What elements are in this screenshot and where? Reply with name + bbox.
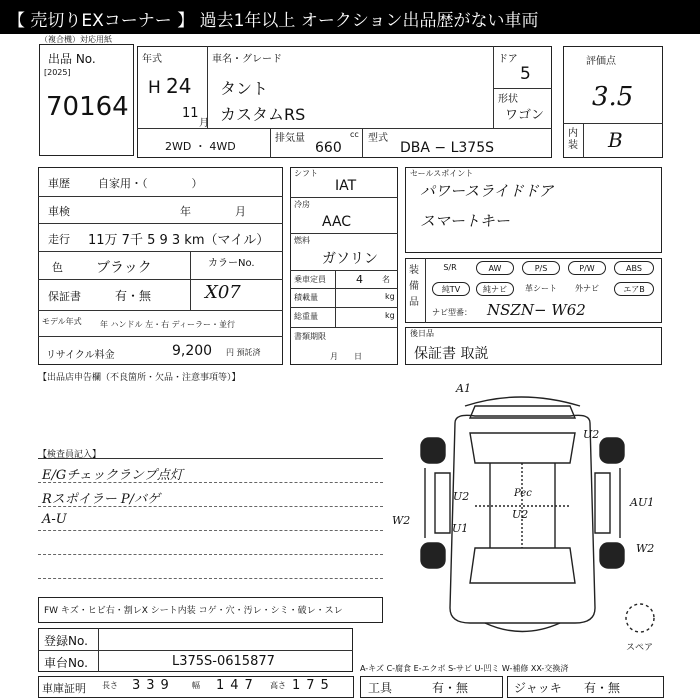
- registration-label: 登録No.: [44, 634, 88, 648]
- displacement-unit: cc: [350, 130, 359, 139]
- displacement-value: 660: [315, 140, 342, 156]
- sales-line: パワースライドドア: [420, 182, 554, 200]
- damage-mark: W2: [392, 514, 411, 527]
- history-row-label: 走行: [48, 233, 70, 246]
- legend-text: FW キズ・ヒビ右・割レX シート内装 コゲ・穴・汚レ・シミ・破レ・スレ: [44, 606, 343, 616]
- month-value: 11: [182, 106, 199, 121]
- history-row-value: 11万 7千 5 9 3 km（マイル）: [88, 233, 270, 248]
- month-unit: 月: [199, 118, 209, 129]
- damage-mark: W2: [636, 542, 655, 555]
- shift-label: シフト: [294, 169, 318, 178]
- equip-item: 革シート: [525, 284, 557, 293]
- navi-label: ナビ型番：: [432, 308, 472, 317]
- tools-value: 有・無: [432, 681, 469, 695]
- height-label: 高さ: [270, 681, 286, 690]
- navi-value: NSZN− W62: [487, 301, 586, 319]
- shape-value: ワゴン: [505, 108, 545, 123]
- year-label: 年式: [142, 54, 162, 65]
- score-label: 評価点: [586, 56, 616, 67]
- score-value: 3.5: [592, 82, 634, 112]
- recycle-unit: 円 預託済: [226, 348, 261, 357]
- era: H: [148, 78, 161, 98]
- equip-item: AW: [476, 261, 514, 275]
- inspector-label: 【検査員記入】: [38, 450, 102, 460]
- lot-label: 出品 No.: [48, 52, 96, 66]
- damage-mark: U1: [452, 522, 469, 535]
- history-row-label: 車歴: [48, 177, 70, 190]
- equip-item: ABS: [614, 261, 654, 275]
- inspector-line: E/Gチェックランプ点灯: [42, 468, 183, 483]
- cooling-label: 冷房: [294, 200, 310, 209]
- sales-label: セールスポイント: [410, 169, 474, 178]
- certificate-label: 車庫証明: [42, 682, 86, 695]
- damage-mark: U2: [583, 428, 600, 441]
- equip-item: P/W: [568, 261, 606, 275]
- damage-mark: Pec: [514, 488, 532, 499]
- gross-label: 総重量: [294, 312, 318, 321]
- chassis-value: L375S-0615877: [172, 654, 275, 669]
- sales-line: スマートキー: [420, 212, 510, 230]
- damage-mark: AU1: [630, 496, 655, 509]
- fuel-label: 燃料: [294, 236, 310, 245]
- displacement-label: 排気量: [275, 133, 305, 144]
- car-diagram: [395, 378, 685, 650]
- color-no-value: X07: [205, 282, 241, 303]
- dealer-note: 【出品店申告欄（不良箇所・欠品・注意事項等）】: [38, 373, 241, 383]
- load-label: 積載量: [294, 293, 318, 302]
- after-label: 後日品: [410, 329, 434, 338]
- history-row-value: ブラック: [96, 260, 152, 276]
- color-no-label: カラーNo.: [208, 258, 255, 269]
- inspector-line: A-U: [42, 512, 67, 527]
- model-value: DBA − L375S: [400, 140, 495, 156]
- doc-unit: 月 日: [330, 352, 362, 361]
- inspector-line: Rスポイラー P/バゲ: [42, 492, 161, 507]
- header-banner-text: 【 売切りEXコーナー 】 過去1年以上 オークション出品歴がない車両: [8, 11, 539, 31]
- damage-mark: U2: [512, 508, 529, 521]
- jack-value: 有・無: [584, 681, 621, 695]
- damage-symbols: A-キズ C-腐食 E-エクボ S-サビ U-凹ミ W-補修 XX-交換済: [360, 664, 569, 673]
- lot-year-tag: [2025]: [44, 68, 71, 77]
- width-value: 147: [216, 678, 259, 693]
- history-row-label: 車検: [48, 205, 70, 218]
- history-row-value: 年 月: [180, 205, 246, 218]
- interior-value: B: [608, 128, 623, 152]
- history-row-label: 色: [52, 261, 63, 274]
- name-label: 車名・グレード: [212, 54, 282, 65]
- model-year-value: 年 ハンドル 左・右 ディーラー・並行: [100, 320, 235, 329]
- interior-label: 内装: [568, 128, 578, 151]
- equipment-label: 装備品: [409, 265, 419, 308]
- history-row-value: 自家用・（ ）: [98, 177, 203, 190]
- capacity-value: 4: [356, 273, 363, 286]
- fuel-value: ガソリン: [322, 251, 378, 267]
- gross-unit: kg: [385, 311, 395, 320]
- height-value: 175: [292, 678, 335, 693]
- capacity-label: 乗車定員: [294, 275, 326, 284]
- shape-label: 形状: [498, 94, 518, 105]
- top-note: （複合機）対応用紙: [40, 35, 112, 44]
- recycle-value: 9,200: [172, 343, 213, 359]
- door-label: ドア: [498, 54, 518, 65]
- model-label: 型式: [368, 133, 388, 144]
- damage-mark: A1: [456, 382, 471, 395]
- width-label: 幅: [192, 681, 200, 690]
- history-row-value: 有・無: [115, 289, 152, 303]
- recycle-label: リサイクル料金: [46, 350, 115, 361]
- load-unit: kg: [385, 292, 395, 301]
- equip-item: エアB: [614, 282, 654, 296]
- car-grade: カスタムRS: [220, 105, 306, 124]
- spare-label: スペア: [626, 643, 654, 653]
- equip-item: 純TV: [432, 282, 470, 296]
- doc-label: 書類期限: [294, 332, 326, 341]
- drive-type: 2WD ・ 4WD: [165, 140, 236, 153]
- car-name: タント: [220, 79, 269, 98]
- equip-item: 純ナビ: [476, 282, 514, 296]
- model-year-label: モデル年式: [42, 317, 82, 326]
- lot-number: 70164: [46, 92, 129, 122]
- shift-value: IAT: [335, 178, 357, 194]
- cooling-value: AAC: [322, 214, 352, 230]
- capacity-unit: 名: [382, 275, 390, 284]
- equip-item: 外ナビ: [575, 284, 599, 293]
- after-value: 保証書 取説: [414, 346, 489, 362]
- tools-label: 工具: [368, 681, 393, 695]
- length-label: 長さ: [102, 681, 118, 690]
- doors-value: 5: [520, 64, 531, 84]
- history-row-label: 保証書: [48, 290, 81, 303]
- equip-item: S/R: [443, 263, 457, 272]
- jack-label: ジャッキ: [514, 681, 562, 695]
- equip-item: P/S: [522, 261, 560, 275]
- damage-mark: U2: [453, 490, 470, 503]
- year-value: 24: [166, 74, 192, 98]
- length-value: 339: [132, 678, 175, 693]
- chassis-label: 車台No.: [44, 656, 88, 670]
